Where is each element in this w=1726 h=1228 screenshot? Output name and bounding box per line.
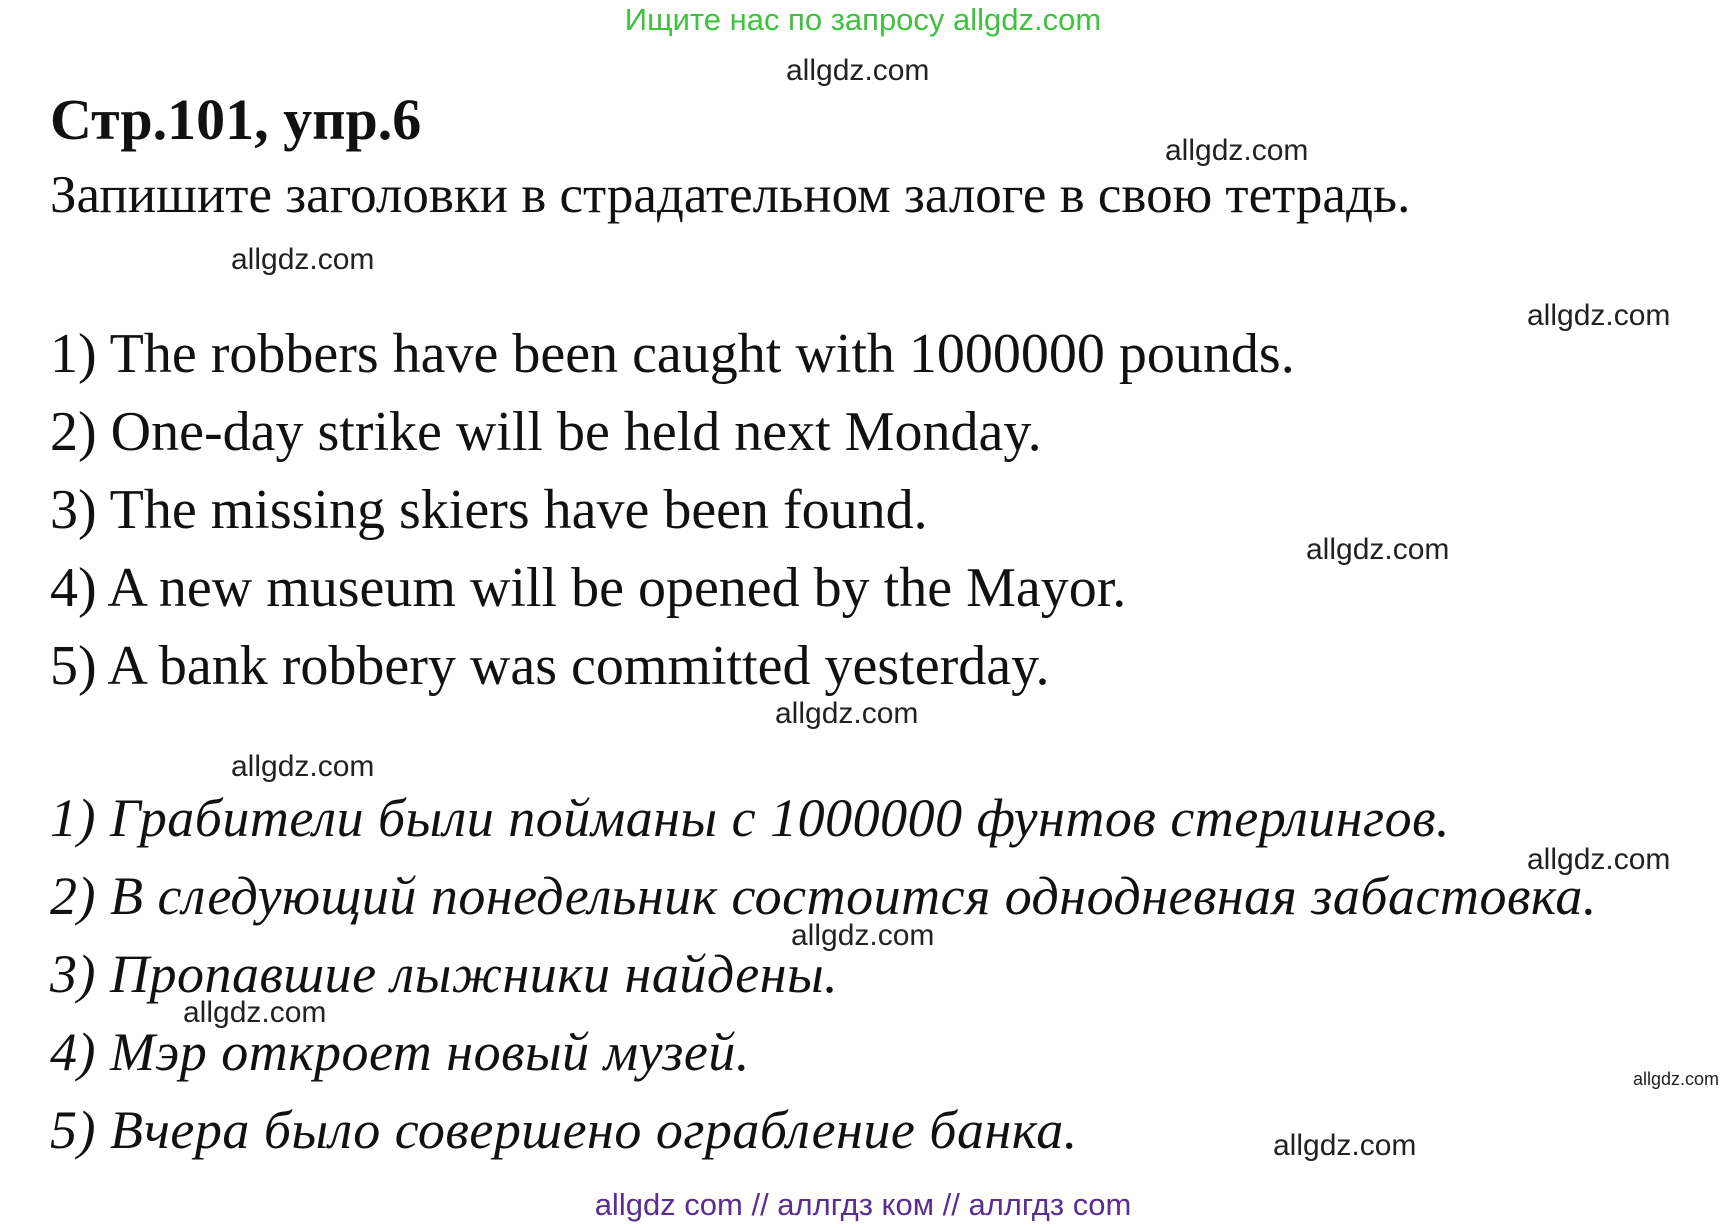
russian-line-5: 5) Вчера было совершено ограбление банка. — [50, 1100, 1078, 1160]
exercise-instruction: Запишите заголовки в страдательном залоге в свою тетрадь. — [50, 166, 1411, 224]
russian-line-1: 1) Грабители были пойманы с 1000000 фунтов стерлингов. — [50, 788, 1451, 848]
watermark-text: allgdz.com — [183, 996, 327, 1029]
watermark-text-small: allgdz.com — [1633, 1069, 1720, 1089]
watermark-text: allgdz.com — [231, 750, 375, 783]
watermark-text: allgdz.com — [1273, 1129, 1417, 1162]
exercise-heading: Стр.101, упр.6 — [50, 87, 422, 152]
watermark-text: allgdz.com — [791, 919, 935, 952]
english-line-3: 3) The missing skiers have been found. — [50, 479, 928, 541]
watermark-text: allgdz.com — [231, 243, 375, 276]
russian-line-2: 2) В следующий понедельник состоится однодневная забастовка. — [50, 866, 1597, 926]
russian-line-3: 3) Пропавшие лыжники найдены. — [50, 944, 839, 1004]
english-line-1: 1) The robbers have been caught with 1000000 pounds. — [50, 323, 1295, 385]
watermark-text: allgdz.com — [786, 54, 930, 87]
watermark-text: allgdz.com — [1165, 134, 1309, 167]
english-line-4: 4) A new museum will be opened by the Mayor. — [50, 557, 1127, 619]
watermark-text: allgdz.com — [1527, 299, 1671, 332]
search-banner: Ищите нас по запросу allgdz.com — [624, 2, 1102, 37]
english-line-2: 2) One-day strike will be held next Monday. — [50, 401, 1042, 463]
english-line-5: 5) A bank robbery was committed yesterday. — [50, 635, 1050, 697]
watermark-text: allgdz.com — [1527, 843, 1671, 876]
watermark-text: allgdz.com — [775, 697, 919, 730]
footer-watermark: allgdz com // аллгдз ком // аллгдз com — [594, 1187, 1132, 1222]
watermark-text: allgdz.com — [1306, 533, 1450, 566]
russian-line-4: 4) Мэр откроет новый музей. — [50, 1022, 750, 1082]
